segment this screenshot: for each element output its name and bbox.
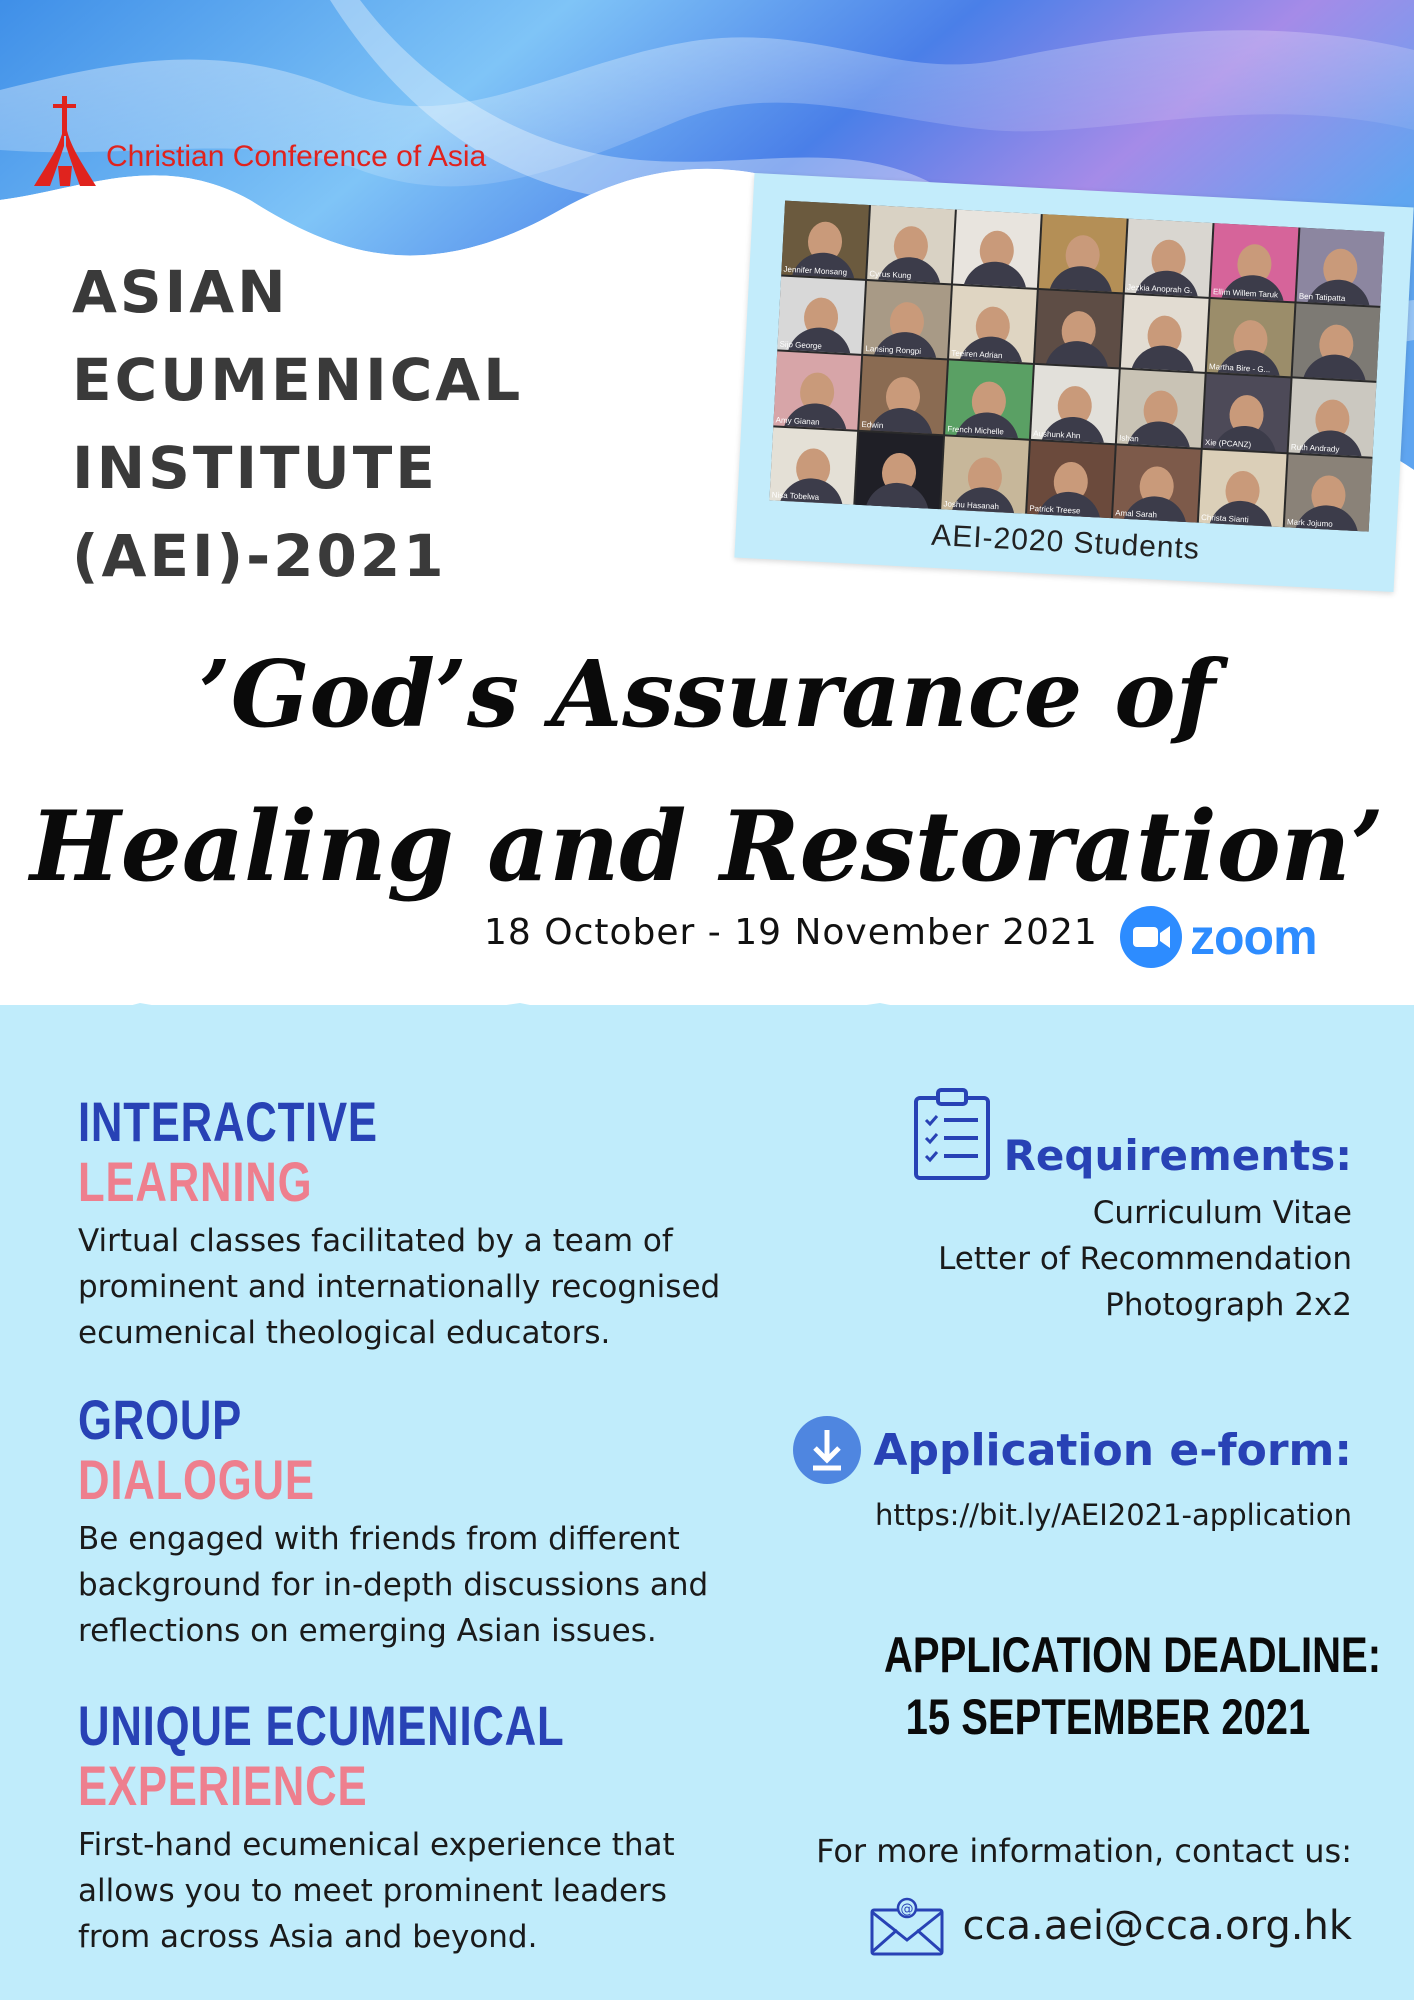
theme-line-1: ’God’s Assurance of: [198, 640, 1216, 748]
description-line: prominent and internationally recognised: [78, 1269, 721, 1305]
email-envelope-icon: [869, 1896, 945, 1956]
student-name: Joshu Hasanah: [943, 499, 1000, 512]
organization-name: Christian Conference of Asia: [106, 140, 487, 173]
student-name: Jezkia Anoprah G.: [1126, 282, 1193, 295]
description-line: Be engaged with friends from different: [78, 1521, 680, 1557]
student-video-tile: [1031, 365, 1119, 443]
event-dates: 18 October - 19 November 2021: [484, 912, 1098, 953]
students-photo-card: [734, 173, 1413, 592]
requirements-header: [912, 1088, 1352, 1182]
student-name: Ishan: [1118, 432, 1139, 443]
student-video-tile: [1121, 294, 1209, 372]
deadline-date: 15 SEPTEMBER 2021: [905, 1689, 1311, 1745]
student-shoulders: [962, 260, 1028, 288]
svg-text:@: @: [900, 1902, 913, 1917]
student-shoulders: [1048, 264, 1114, 292]
student-name: Patrick Treese: [1029, 503, 1081, 516]
student-video-tile: [769, 427, 857, 505]
description-line: background for in-depth discussions and: [78, 1567, 709, 1603]
student-video-tile: [773, 351, 861, 429]
feature-description: [78, 1218, 778, 1356]
clipboard-checklist-icon: [912, 1088, 992, 1182]
zoom-camera-icon: [1120, 906, 1182, 968]
student-video-tile: [1027, 440, 1115, 518]
feature-heading: UNIQUE ECUMENICAL: [78, 1694, 565, 1757]
feature-description: [78, 1822, 778, 1960]
student-video-tile: [855, 431, 943, 509]
feature-interactive-learning: [78, 1092, 778, 1356]
student-name: Mark Jojumo: [1286, 517, 1333, 529]
student-name: Martha Bire - G...: [1208, 362, 1271, 375]
zoom-logo: [1120, 906, 1317, 968]
student-video-tile: [945, 360, 1033, 438]
student-video-tile: [953, 210, 1041, 288]
student-name: Amal Sarah: [1114, 508, 1158, 520]
contact-text: For more information, contact us:: [816, 1832, 1352, 1870]
description-line: Virtual classes facilitated by a team of: [78, 1223, 673, 1259]
application-deadline: [884, 1624, 1382, 1748]
application-header: [793, 1416, 1352, 1484]
feature-subheading: LEARNING: [78, 1150, 313, 1213]
student-name: Ellim Willem Taruk: [1212, 286, 1279, 300]
student-shoulders: [1130, 344, 1196, 372]
student-video-tile: [781, 201, 869, 279]
deadline-label: APPLICATION DEADLINE:: [884, 1627, 1382, 1683]
student-video-tile: [1117, 369, 1205, 447]
student-shoulders: [1044, 339, 1110, 367]
page-title: [72, 248, 523, 600]
student-video-tile: [949, 285, 1037, 363]
feature-group-dialogue: [78, 1390, 778, 1654]
description-line: reflections on emerging Asian issues.: [78, 1613, 657, 1649]
student-video-tile: [859, 356, 947, 434]
student-video-tile: [1297, 228, 1385, 306]
feature-heading: GROUP: [78, 1388, 243, 1451]
student-video-tile: [1289, 378, 1377, 456]
feature-unique-ecumenical-experience: [78, 1696, 778, 1960]
requirement-item: Letter of Recommendation: [938, 1241, 1352, 1277]
student-name: Edwin: [861, 419, 884, 430]
student-name: Ben Tatipatta: [1298, 291, 1346, 303]
student-video-tile: [1211, 223, 1299, 301]
student-video-tile: [1039, 214, 1127, 292]
student-name: Jennifer Monsang: [783, 264, 848, 277]
student-video-tile: [1125, 219, 1213, 297]
student-name: Sijo George: [779, 339, 823, 351]
student-shoulders: [865, 481, 931, 509]
student-name: Ruth Andrady: [1290, 441, 1340, 454]
description-line: allows you to meet prominent leaders: [78, 1873, 667, 1909]
requirements-list: [938, 1190, 1352, 1328]
student-video-tile: [941, 436, 1029, 514]
application-link[interactable]: https://bit.ly/AEI2021-application: [875, 1498, 1352, 1532]
application-title: Application e-form:: [873, 1424, 1352, 1476]
student-name: Aushunk Ahn: [1033, 428, 1081, 440]
student-name: Lansing Rongpi: [865, 344, 922, 356]
student-video-tile: [1293, 303, 1381, 381]
title-line: (AEI)-2021: [72, 522, 447, 590]
student-name: Cyrus Kung: [869, 268, 912, 280]
student-name: French Michelle: [947, 423, 1005, 436]
student-name: Teeiren Adrian: [951, 348, 1003, 361]
description-line: First-hand ecumenical experience that: [78, 1827, 675, 1863]
student-video-tile: [867, 205, 955, 283]
cca-cross-icon: [32, 96, 98, 186]
student-name: Xie (PCANZ): [1204, 437, 1252, 449]
student-video-tile: [777, 276, 865, 354]
student-video-tile: [1285, 454, 1373, 532]
contact-email-row: [869, 1896, 1353, 1956]
student-shoulders: [1302, 353, 1368, 381]
title-line: ASIAN: [72, 258, 289, 326]
theme-line-2: Healing and Restoration’: [30, 790, 1384, 903]
feature-description: [78, 1516, 778, 1654]
description-line: from across Asia and beyond.: [78, 1919, 538, 1955]
student-name: Nisa Tobelwa: [771, 490, 820, 502]
feature-heading: INTERACTIVE: [78, 1090, 378, 1153]
torn-paper-edge: [0, 995, 1414, 1035]
feature-subheading: DIALOGUE: [78, 1448, 315, 1511]
zoom-label: zoom: [1190, 909, 1317, 965]
contact-email[interactable]: cca.aei@cca.org.hk: [962, 1903, 1352, 1949]
title-line: ECUMENICAL: [72, 346, 524, 414]
students-photo-grid: [769, 201, 1384, 532]
student-video-tile: [1199, 449, 1287, 527]
student-video-tile: [1113, 445, 1201, 523]
student-video-tile: [1207, 299, 1295, 377]
student-name: Christa Sianti: [1200, 512, 1249, 525]
student-name: Amy Gianan: [775, 414, 820, 427]
cca-logo: [32, 96, 486, 186]
student-video-tile: [1035, 290, 1123, 368]
download-icon[interactable]: [793, 1416, 861, 1484]
photo-caption: AEI-2020 Students: [930, 518, 1201, 566]
title-line: INSTITUTE: [72, 434, 438, 502]
student-video-tile: [1203, 374, 1291, 452]
student-video-tile: [863, 281, 951, 359]
requirements-title: Requirements:: [1003, 1131, 1352, 1180]
feature-subheading: EXPERIENCE: [78, 1754, 368, 1817]
requirement-item: Photograph 2x2: [1105, 1287, 1352, 1323]
description-line: ecumenical theological educators.: [78, 1315, 611, 1351]
requirement-item: Curriculum Vitae: [1092, 1195, 1352, 1231]
